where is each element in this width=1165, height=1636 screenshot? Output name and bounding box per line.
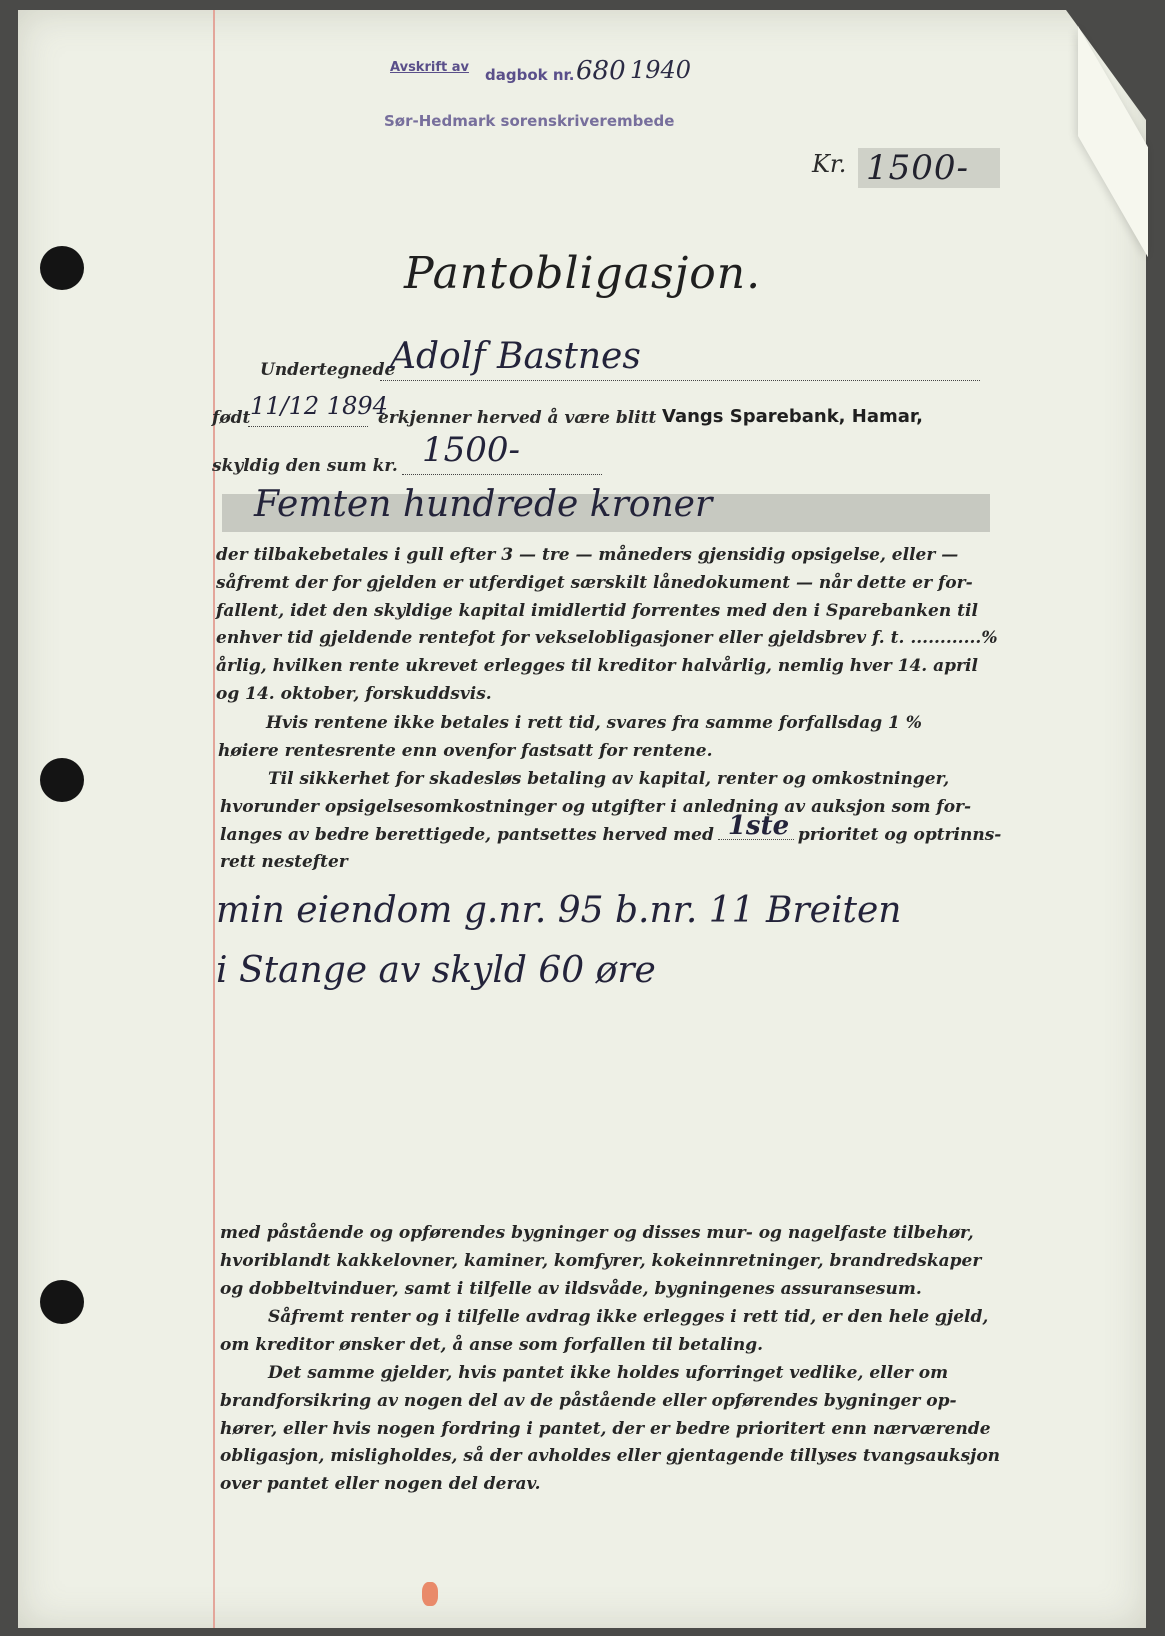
interest-line: høiere rentesrente enn ovenfor fastsatt for rentene. <box>218 740 713 761</box>
document-page <box>18 10 1146 1628</box>
maintenance-line: obligasjon, misligholdes, så der avholdes eller gjentagende tillyses tvangsauksjon <box>220 1446 1001 1467</box>
born-label: født <box>212 408 251 428</box>
undersigned-label: Undertegnede <box>260 360 396 380</box>
amount-value: 1500- <box>866 148 970 188</box>
buildings-line: hvoriblandt kakkelovner, kaminer, komfyrer, kokeinnretninger, brandredskaper <box>220 1250 982 1271</box>
acknowledge-text: erkjenner herved å være blitt <box>378 408 657 428</box>
security-text: langes av bedre berettigede, pantsettes herved med <box>220 824 714 845</box>
terms-line: årlig, hvilken rente ukrevet erlegges til kreditor halvårlig, nemlig hver 14. april <box>216 656 978 677</box>
default-line: Såfremt renter og i tilfelle avdrag ikke erlegges i rett tid, er den hele gjeld, <box>268 1307 989 1327</box>
amount-label: Kr. <box>812 150 847 178</box>
priority-line <box>718 810 794 841</box>
interest-line: Hvis rentene ikke betales i rett tid, svares fra samme forfallsdag 1 % <box>266 713 922 733</box>
terms-paragraph <box>216 542 996 709</box>
property-description-line: i Stange av skyld 60 øre <box>216 950 656 991</box>
undersigned-line <box>380 380 980 381</box>
terms-line: der tilbakebetales i gull efter 3 — tre — måneders gjensidig opsigelse, eller — <box>216 545 959 565</box>
buildings-paragraph <box>220 1220 1000 1303</box>
owed-value: 1500- <box>422 430 521 470</box>
buildings-line: med påstående og opførendes bygninger og disses mur- og nagelfaste tilbehør, <box>220 1223 974 1243</box>
terms-line: enhver tid gjeldende rentefot for vekselobligasjoner eller gjeldsbrev f. t. ............% <box>216 628 998 649</box>
born-line <box>248 426 368 427</box>
terms-line: såfremt der for gjelden er utferdiget særskilt lånedokument — når dette er for- <box>216 572 973 593</box>
maintenance-line: brandforsikring av nogen del av de påstående eller opførendes bygninger op- <box>220 1390 957 1411</box>
default-paragraph <box>220 1304 1000 1360</box>
undersigned-name: Adolf Bastnes <box>390 336 641 377</box>
punch-hole <box>40 758 84 802</box>
terms-line: og 14. oktober, forskuddsvis. <box>216 683 492 704</box>
punch-hole <box>40 1280 84 1324</box>
maintenance-paragraph <box>220 1360 1000 1499</box>
amount-words: Femten hundrede kroner <box>254 484 713 525</box>
owed-line <box>402 474 602 475</box>
security-text: prioritet og optrinns- <box>797 824 1002 845</box>
born-date: 11/12 1894 <box>250 392 388 420</box>
security-line: rett nestefter <box>220 852 348 873</box>
document-title: Pantobligasjon. <box>403 248 762 299</box>
security-line: hvorunder opsigelsesomkostninger og utgifter i anledning av auksjon som for- <box>220 796 972 817</box>
stamp-prefix: Avskrift av <box>390 60 469 75</box>
property-description-line: min eiendom g.nr. 95 b.nr. 11 Breiten <box>216 890 902 931</box>
stamp-office: Sør-Hedmark sorenskriverembede <box>384 112 675 130</box>
maintenance-line: Det samme gjelder, hvis pantet ikke holdes uforringet vedlike, eller om <box>268 1363 949 1383</box>
security-line <box>220 810 1002 850</box>
stamp-year: 1940 <box>630 56 692 84</box>
priority-value: 1ste <box>727 810 790 841</box>
interest-paragraph <box>218 710 998 766</box>
maintenance-line: hører, eller hvis nogen fordring i pantet, der er bedre prioritert enn nærværende <box>220 1418 991 1439</box>
red-mark <box>422 1582 438 1606</box>
buildings-line: og dobbeltvinduer, samt i tilfelle av ildsvåde, bygningenes assuransesum. <box>220 1278 922 1299</box>
terms-line: fallent, idet den skyldige kapital imidlertid forrentes med den i Sparebanken til <box>216 600 978 621</box>
default-line: om kreditor ønsker det, å anse som forfallen til betaling. <box>220 1334 764 1355</box>
maintenance-line: over pantet eller nogen del derav. <box>220 1474 541 1495</box>
security-line: Til sikkerhet for skadesløs betaling av kapital, renter og omkostninger, <box>268 769 950 789</box>
stamp-number: 680 <box>576 56 626 86</box>
owed-label: skyldig den sum kr. <box>212 456 398 476</box>
bank-name: Vangs Sparebank, Hamar, <box>662 406 923 427</box>
stamp-dagbok: dagbok nr. <box>485 66 575 84</box>
security-paragraph <box>220 766 1000 877</box>
